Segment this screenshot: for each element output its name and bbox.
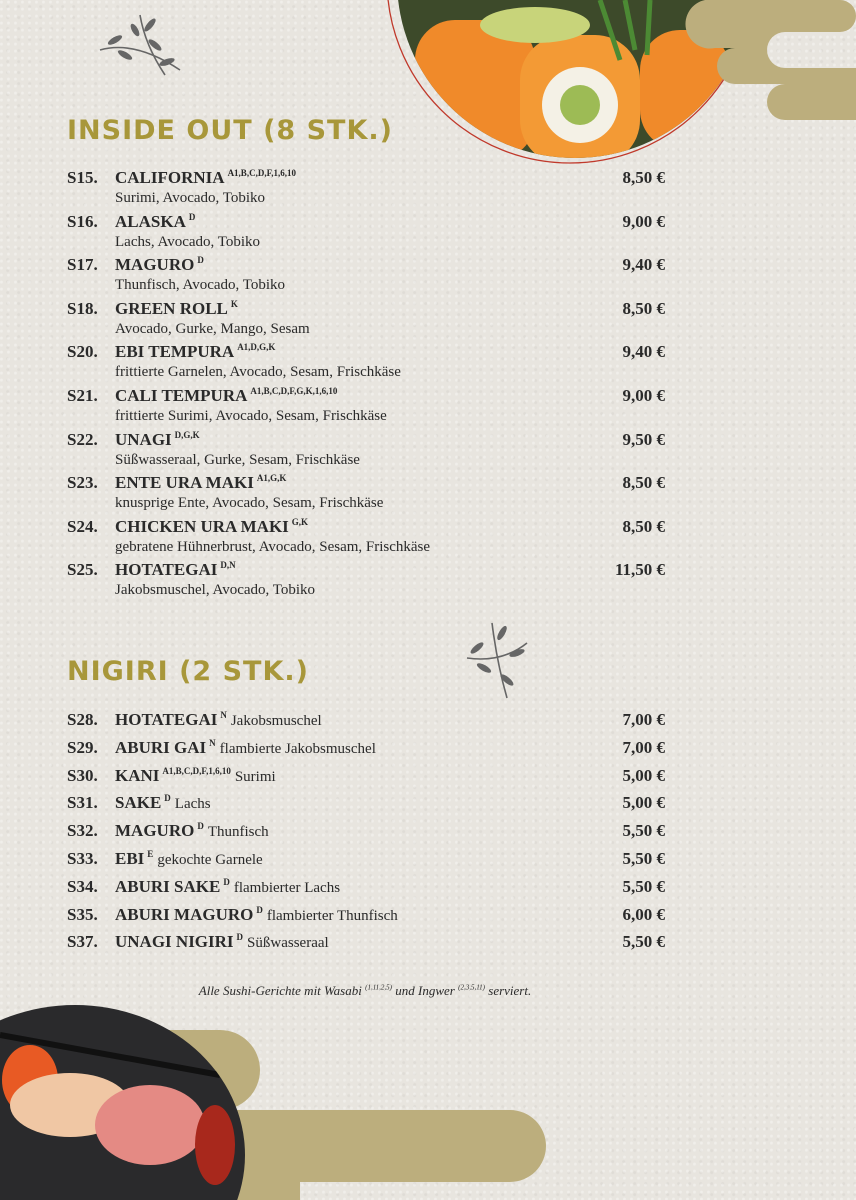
- section-title-nigiri: NIGIRI (2 STK.): [67, 656, 309, 687]
- menu-item: [67, 877, 665, 901]
- menu-item: [67, 560, 665, 600]
- allergen-codes: A1,B,C,D,F,1,6,10: [227, 168, 296, 178]
- item-price: 8,50 €: [622, 298, 665, 318]
- item-name-text: ABURI GAI: [115, 737, 207, 757]
- allergen-codes: D: [197, 255, 204, 266]
- item-name: [115, 299, 238, 319]
- item-description: frittierte Surimi, Avocado, Sesam, Frischkäse: [115, 408, 387, 424]
- menu-item: [67, 710, 665, 734]
- item-price: 5,50 €: [622, 821, 665, 841]
- item-name: [115, 877, 340, 897]
- item-description: Avocado, Gurke, Mango, Sesam: [115, 320, 310, 337]
- allergen-codes: D: [197, 821, 204, 832]
- item-price: 8,50 €: [622, 473, 665, 493]
- item-price: 9,00 €: [622, 386, 665, 405]
- item-description: Lachs, Avocado, Tobiko: [115, 233, 261, 250]
- menu-item: [67, 738, 665, 762]
- allergen-codes: K: [230, 298, 238, 309]
- item-name-text: MAGURO: [115, 255, 195, 275]
- menu-item: [67, 905, 665, 929]
- item-description: Süßwasseraal: [247, 935, 329, 952]
- allergen-codes: D: [188, 211, 196, 222]
- item-name-text: ABURI SAKE: [115, 876, 221, 896]
- item-price: 9,50 €: [622, 429, 665, 449]
- item-name-text: CHICKEN URA MAKI: [115, 516, 289, 536]
- allergen-codes: D: [164, 793, 171, 804]
- item-code: S22.: [67, 429, 98, 449]
- item-name-text: HOTATEGAI: [115, 560, 218, 580]
- item-code: S29.: [67, 737, 98, 757]
- item-code: S15.: [67, 168, 98, 187]
- item-name-text: CALIFORNIA: [115, 168, 225, 187]
- menu-item: [67, 386, 665, 426]
- item-code: S24.: [67, 516, 98, 536]
- menu-item: [67, 793, 665, 817]
- item-name: [115, 932, 329, 952]
- item-name-text: ABURI MAGURO: [115, 904, 254, 924]
- leaf-sprig-icon: [462, 618, 532, 703]
- item-name: [115, 821, 269, 841]
- item-description: Surimi: [234, 768, 276, 785]
- item-price: 8,50 €: [622, 516, 665, 536]
- item-price: 8,50 €: [622, 168, 665, 187]
- item-name-text: ENTE URA MAKI: [115, 473, 254, 493]
- item-price: 5,00 €: [622, 765, 665, 785]
- item-name-text: EBI: [115, 849, 145, 868]
- item-description: gekochte Garnele: [157, 852, 263, 868]
- item-description: gebratene Hühnerbrust, Avocado, Sesam, Frischkäse: [115, 538, 431, 555]
- item-name: [115, 793, 211, 813]
- item-price: 9,40 €: [622, 342, 665, 362]
- menu-item: [67, 821, 665, 845]
- item-description: Lachs: [174, 796, 211, 813]
- item-name-text: KANI: [115, 765, 160, 785]
- menu-item: [67, 299, 665, 339]
- allergen-codes: A1,D,G,K: [237, 342, 276, 353]
- item-price: 7,00 €: [622, 710, 665, 729]
- item-code: S34.: [67, 876, 98, 896]
- item-price: 11,50 €: [614, 560, 665, 580]
- item-code: S23.: [67, 473, 98, 493]
- menu-item: [67, 342, 665, 382]
- leaf-sprig-icon: [95, 10, 185, 80]
- item-name: [115, 517, 308, 537]
- item-name: [115, 168, 296, 188]
- item-code: S16.: [67, 211, 98, 231]
- item-code: S17.: [67, 255, 98, 275]
- item-description: Jakobsmuschel, Avocado, Tobiko: [115, 582, 316, 599]
- item-name: [115, 738, 376, 758]
- item-name-text: EBI TEMPURA: [115, 342, 235, 362]
- item-code: S21.: [67, 386, 98, 405]
- item-code: S18.: [67, 298, 98, 318]
- item-price: 7,00 €: [622, 737, 665, 757]
- item-description: Süßwasseraal, Gurke, Sesam, Frischkäse: [115, 451, 360, 468]
- item-description: knusprige Ente, Avocado, Sesam, Frischkäse: [115, 495, 384, 512]
- item-price: 9,40 €: [622, 255, 665, 275]
- item-description: flambierter Lachs: [233, 879, 341, 896]
- allergen-codes: D: [223, 876, 230, 887]
- item-price: 6,00 €: [622, 904, 665, 924]
- item-name-text: UNAGI: [115, 429, 172, 449]
- allergen-codes: A1,G,K: [256, 473, 287, 484]
- item-name: [115, 212, 195, 232]
- item-name-text: UNAGI NIGIRI: [115, 932, 234, 952]
- item-code: S25.: [67, 560, 98, 580]
- item-code: S35.: [67, 904, 98, 924]
- item-name: [115, 849, 263, 869]
- item-price: 5,50 €: [622, 932, 665, 952]
- allergen-codes: D: [256, 904, 263, 915]
- item-code: S33.: [67, 849, 98, 868]
- item-description: Thunfisch: [207, 824, 269, 841]
- allergen-codes: N: [220, 710, 227, 720]
- allergen-codes: A1,B,C,D,F,1,6,10: [162, 765, 231, 776]
- allergen-codes: D: [236, 932, 244, 943]
- item-price: 9,00 €: [622, 211, 665, 231]
- item-code: S30.: [67, 765, 98, 785]
- item-name: [115, 342, 275, 362]
- allergen-codes: D,G,K: [174, 429, 200, 440]
- item-name-text: ALASKA: [115, 211, 186, 231]
- item-price: 5,00 €: [622, 793, 665, 813]
- item-description: Thunfisch, Avocado, Tobiko: [115, 277, 286, 294]
- item-name: [115, 255, 204, 275]
- item-name: [115, 905, 398, 925]
- menu-item: [67, 849, 665, 873]
- allergen-codes: G,K: [291, 516, 309, 527]
- item-description: Surimi, Avocado, Tobiko: [115, 190, 266, 206]
- sushi-roll-photo: [385, 0, 856, 170]
- menu-item: [67, 212, 665, 252]
- menu-item: [67, 168, 665, 208]
- item-description: flambierter Thunfisch: [266, 907, 398, 924]
- item-description: Jakobsmuschel: [230, 713, 322, 729]
- nigiri-photo: [0, 1005, 560, 1200]
- item-name-text: MAGURO: [115, 821, 195, 841]
- item-name: [115, 560, 236, 580]
- item-code: S31.: [67, 793, 98, 813]
- item-name: [115, 766, 276, 786]
- item-name: [115, 386, 337, 406]
- allergen-codes: D,N: [220, 560, 236, 571]
- item-code: S20.: [67, 342, 98, 362]
- item-code: S37.: [67, 932, 98, 952]
- item-price: 5,50 €: [622, 849, 665, 868]
- item-name-text: CALI TEMPURA: [115, 386, 248, 405]
- item-name: [115, 710, 322, 730]
- allergen-codes: N: [209, 737, 216, 748]
- menu-item: [67, 766, 665, 790]
- menu-item: [67, 430, 665, 470]
- item-code: S28.: [67, 710, 98, 729]
- item-code: S32.: [67, 821, 98, 841]
- item-name: [115, 430, 200, 450]
- menu-item: [67, 255, 665, 295]
- item-name: [115, 473, 286, 493]
- item-name-text: GREEN ROLL: [115, 298, 228, 318]
- item-name-text: SAKE: [115, 793, 162, 813]
- footer-note: Alle Sushi-Gerichte mit Wasabi $^{(1,11,2,5)}$ und Ingwer $^{(2,3,5,11)}$ serviert.: [198, 983, 532, 998]
- menu-item: [67, 932, 665, 956]
- item-description: frittierte Garnelen, Avocado, Sesam, Frischkäse: [115, 364, 401, 381]
- item-price: 5,50 €: [622, 876, 665, 896]
- allergen-codes: E: [147, 849, 154, 859]
- item-name-text: HOTATEGAI: [115, 710, 218, 729]
- allergen-codes: A1,B,C,D,F,G,K,1,6,10: [250, 386, 338, 396]
- section-title-inside-out: INSIDE OUT (8 STK.): [67, 115, 393, 146]
- item-description: flambierte Jakobsmuschel: [219, 740, 376, 757]
- menu-item: [67, 473, 665, 513]
- menu-item: [67, 517, 665, 557]
